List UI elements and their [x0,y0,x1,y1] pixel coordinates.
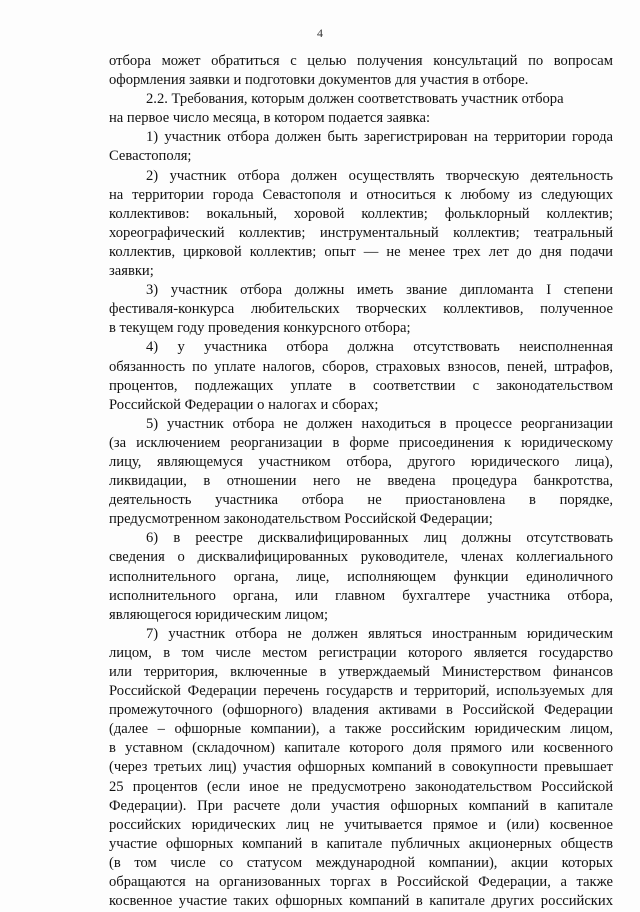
text-line: Российской Федерации перечень государств и территорий, используемых для [109,683,613,700]
text-line: хореографический коллектив; инструментальный коллектив; театральный [109,224,613,241]
text-line: сведения о дисквалифицированных руководителе, членах коллегиального [109,549,613,566]
text-line: исполнительного органа, лице, исполняющем функции единоличного [109,568,613,585]
text-line: российских юридических лиц не учитывается прямое и (или) косвенное [109,816,613,833]
text-line: лицом, в том числе местом регистрации которого является государство [109,644,613,661]
text-line: предусмотренном законодательством Российской Федерации; [109,511,493,528]
text-line: коллектив, цирковой коллектив; опыт — не менее трех лет до дня подачи [109,243,613,260]
text-line: 25 процентов (если иное не предусмотрено законодательством Российской [109,778,613,795]
text-line: коллективов: вокальный, хоровой коллектив; фольклорный коллектив; [109,205,613,222]
text-line: исполнительного органа, или главном бухгалтере участника отбора, [109,587,613,604]
text-line: Российской Федерации о налогах и сборах; [109,396,379,413]
text-line: процентов, подлежащих уплате в соответствии с законодательством [109,377,613,394]
text-line: (в том числе со статусом международной компании), акции которых [109,854,613,871]
text-line: промежуточного (офшорного) владения активами в Российской Федерации [109,702,613,719]
text-line: в уставном (складочном) капитале которого доля прямого или косвенного [109,740,613,757]
text-line: отбора может обратиться с целью получения консультаций по вопросам [109,53,613,69]
text-line: 6) в реестре дисквалифицированных лиц должны отсутствовать [146,530,613,547]
text-line: 4) у участника отбора должна отсутствовать неисполненная [146,339,613,356]
text-line: 1) участник отбора должен быть зарегистрирован на территории города [146,129,613,146]
text-line: являющегося юридическим лицом; [109,606,329,623]
text-line: Федерации). При расчете доли участия офшорных компаний в капитале [109,797,613,814]
text-line: (далее – офшорные компании), а также российским юридическим лицом, [109,721,613,738]
text-line: заявки; [109,263,154,280]
text-line: 2.2. Требования, которым должен соответствовать участник отбора [146,91,564,108]
text-line: обязанность по уплате налогов, сборов, страховых взносов, пеней, штрафов, [109,358,613,375]
text-line: на первое число месяца, в котором подается заявка: [109,110,430,127]
text-line: 5) участник отбора не должен находиться в процессе реорганизации [146,415,613,432]
text-line: Севастополя; [109,148,192,165]
text-line: участие офшорных компаний в капитале публичных акционерных обществ [109,835,613,852]
text-line: (за исключением реорганизации в форме присоединения к юридическому [109,434,613,451]
text-line: лицу, являющемуся участником отбора, другого юридического лица), [109,453,613,470]
text-line: оформления заявки и подготовки документов для участия в отборе. [109,72,529,89]
page-number: 4 [317,26,323,40]
text-line: деятельность участника отбора не приостановлена в порядке, [109,492,613,509]
text-line: обращаются на организованных торгах в Российской Федерации, а также [109,874,613,891]
text-line: 2) участник отбора должен осуществлять творческую деятельность [146,167,613,184]
text-line: фестиваля-конкурса любительских творческих коллективов, полученное [109,301,613,318]
text-line: в текущем году проведения конкурсного отбора; [109,320,411,337]
text-line: на территории города Севастополя и относиться к любому из следующих [109,186,613,203]
text-line: ликвидации, в отношении него не введена процедура банкротства, [109,473,613,490]
text-line: или территория, включенные в утверждаемый Министерством финансов [109,664,613,680]
text-line: 7) участник отбора не должен являться иностранным юридическим [146,625,613,642]
text-line: (через третьих лиц) участия офшорных компаний в совокупности превышает [109,759,613,776]
text-line: 3) участник отбора должны иметь звание дипломанта I степени [146,282,613,299]
text-line: косвенное участие таких офшорных компаний в капитале других российских [109,893,613,910]
document-body [109,52,613,911]
